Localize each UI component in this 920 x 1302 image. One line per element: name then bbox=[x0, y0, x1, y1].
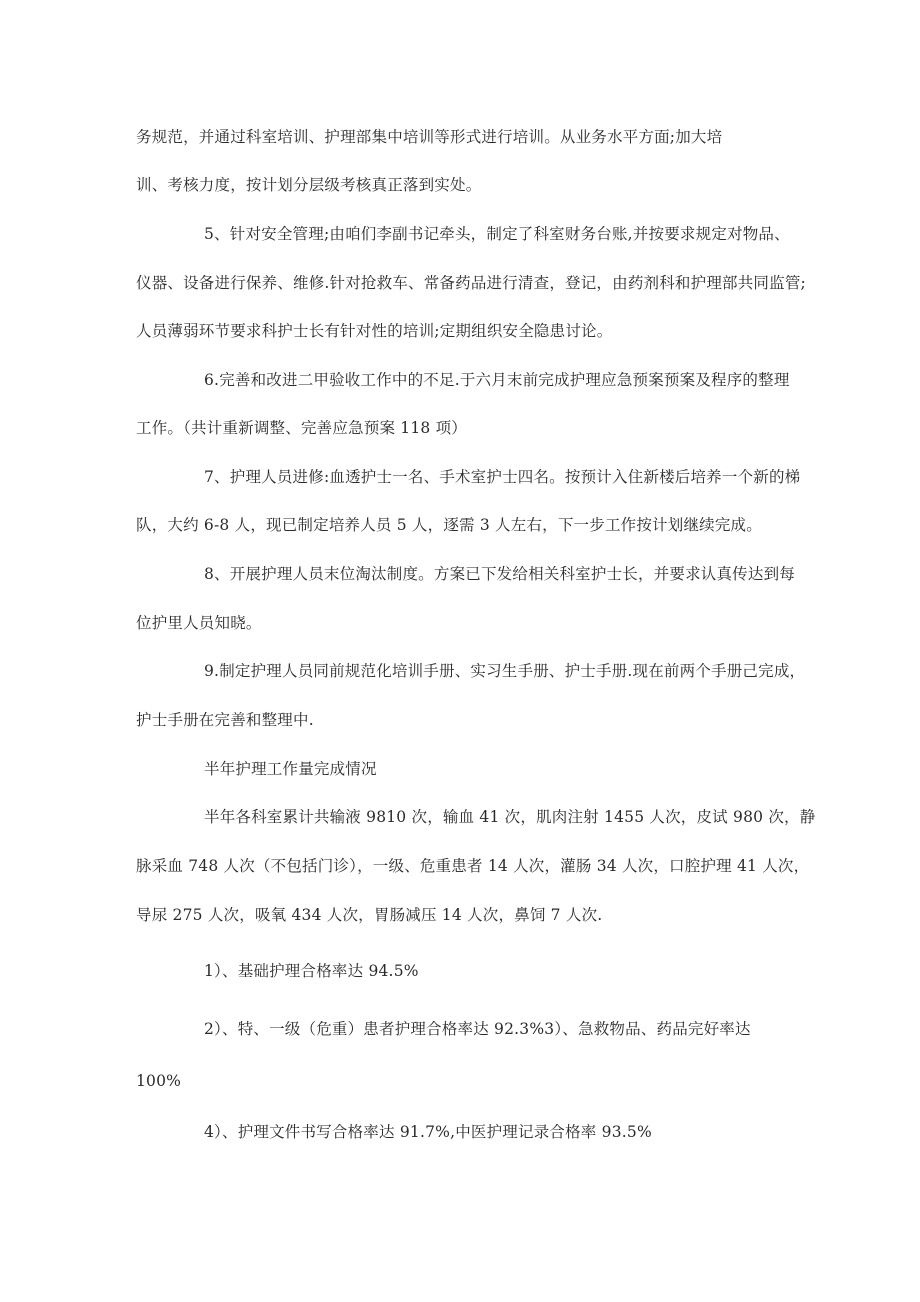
paragraph-7-line: 7、护理人员进修:血透护士一名、手术室护士四名。按预计入住新楼后培养一个新的梯 bbox=[204, 468, 801, 486]
rate-item-2-3: 2）、特、一级（危重）患者护理合格率达 92.3%3）、急救物品、药品完好率达 bbox=[204, 1020, 751, 1038]
text-line: 100% bbox=[136, 1072, 182, 1090]
paragraph-6-line: 6.完善和改进二甲验收工作中的不足.于六月末前完成护理应急预案预案及程序的整理 bbox=[204, 371, 790, 389]
text-line: 工作。（共计重新调整、完善应急预案 118 项） bbox=[136, 419, 467, 437]
text-line: 队，大约 6-8 人，现已制定培养人员 5 人，逐需 3 人左右，下一步工作按计划继续完成。 bbox=[136, 516, 762, 534]
text-line: 训、考核力度，按计划分层级考核真正落到实处。 bbox=[136, 176, 482, 194]
text-line: 位护里人员知晓。 bbox=[136, 614, 262, 632]
section-heading: 半年护理工作量完成情况 bbox=[204, 760, 377, 778]
workload-paragraph-line: 半年各科室累计共输液 9810 次，输血 41 次，肌肉注射 1455 人次，皮试 980 次，静 bbox=[204, 808, 816, 826]
paragraph-8-line: 8、开展护理人员末位淘汰制度。方案已下发给相关科室护士长，并要求认真传达到每 bbox=[204, 565, 795, 583]
rate-item-1: 1）、基础护理合格率达 94.5% bbox=[204, 962, 419, 980]
paragraph-5-line: 5、针对安全管理;由咱们李副书记牵头，制定了科室财务台账,并按要求规定对物品、 bbox=[204, 225, 790, 243]
text-line: 仪器、设备进行保养、维修.针对抢救车、常备药品进行清查，登记，由药剂科和护理部共同监管; bbox=[136, 274, 806, 292]
text-line: 人员薄弱环节要求科护士长有针对性的培训;定期组织安全隐患讨论。 bbox=[136, 322, 613, 340]
paragraph-9-line: 9.制定护理人员同前规范化培训手册、实习生手册、护士手册.现在前两个手册己完成， bbox=[204, 662, 806, 680]
text-line: 护士手册在完善和整理中. bbox=[136, 711, 314, 729]
text-line: 脉采血 748 人次（不包括门诊），一级、危重患者 14 人次，灌肠 34 人次，口腔护理 41 人次， bbox=[136, 857, 810, 875]
text-line: 导尿 275 人次，吸氧 434 人次，胃肠减压 14 人次，鼻饲 7 人次. bbox=[136, 906, 603, 924]
text-line: 务规范，并通过科室培训、护理部集中培训等形式进行培训。从业务水平方面;加大培 bbox=[136, 128, 723, 146]
rate-item-4: 4）、护理文件书写合格率达 91.7%,中医护理记录合格率 93.5% bbox=[204, 1123, 652, 1141]
